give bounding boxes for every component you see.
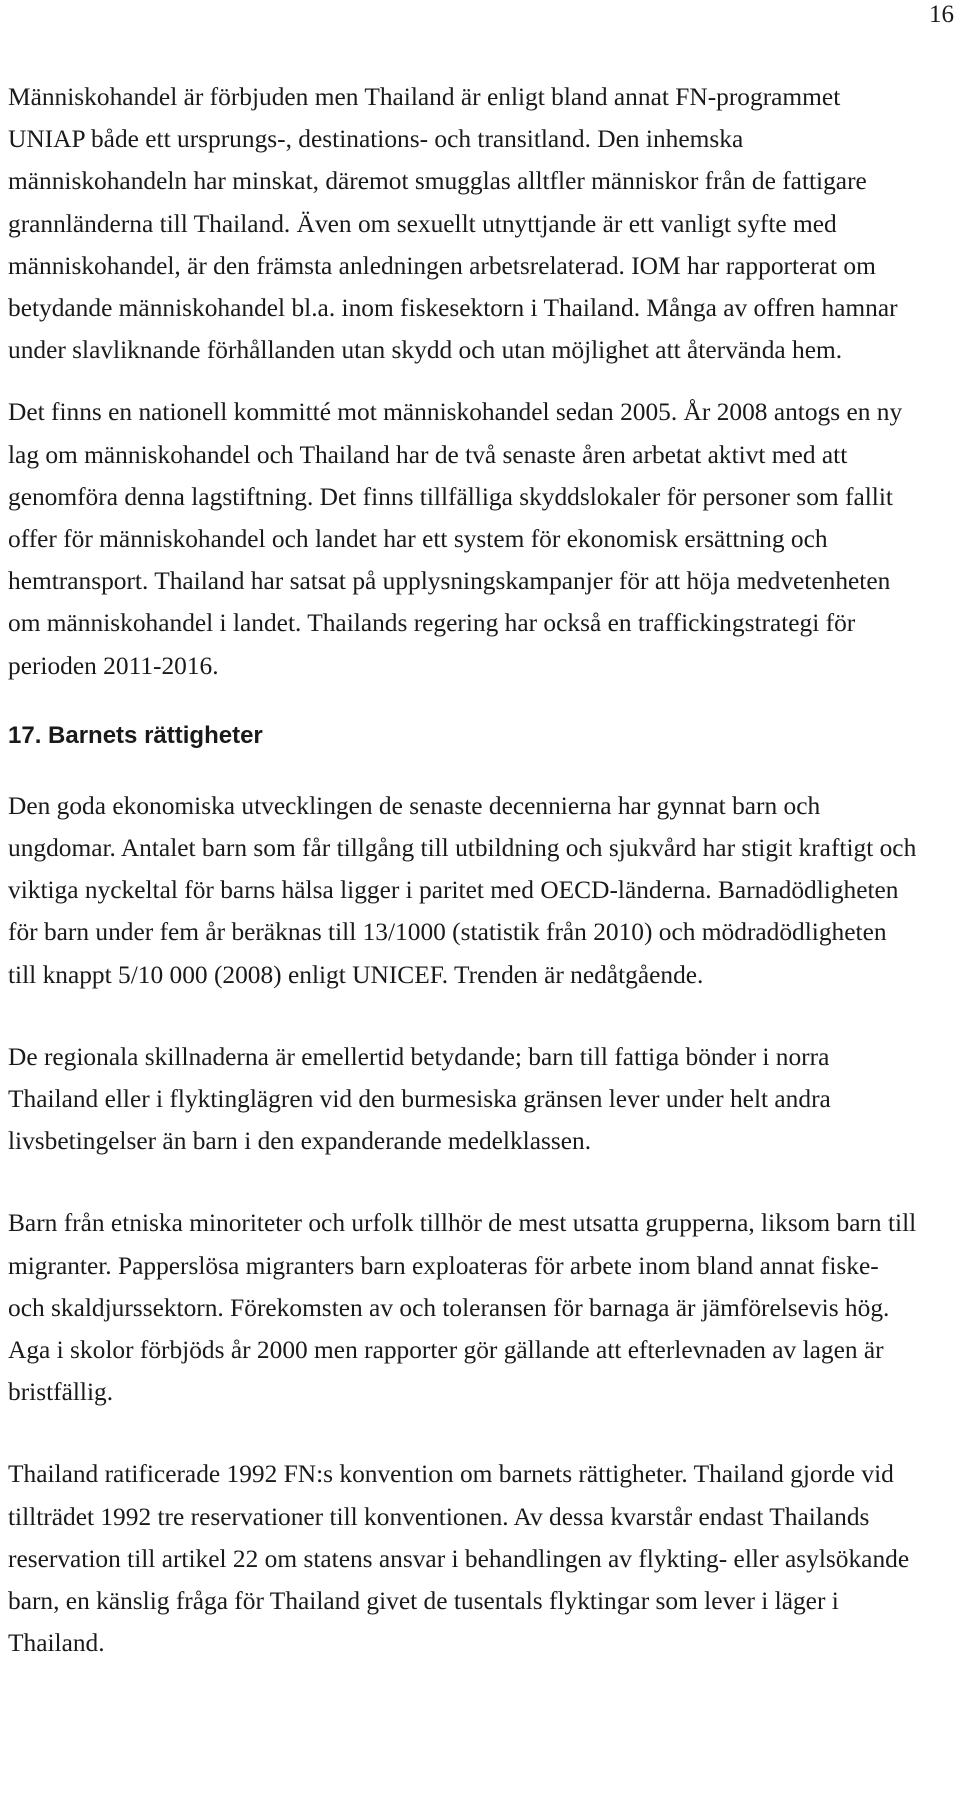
page-number: 16 (929, 1, 954, 28)
paragraph-convention-ratification: Thailand ratificerade 1992 FN:s konvention om barnets rättigheter. Thailand gjorde vid tillträdet 1992 tre reservationer till konventionen. Av dessa kvarstår endast Thailands reservation till artikel 22 om statens ansvar i behandlingen av flykting- eller asylsökande barn, en känslig fråga för Thailand givet de tusentals flyktingar som lever i läger i Thailand. (8, 1460, 910, 1658)
paragraph-economic-development: Den goda ekonomiska utvecklingen de senaste decennierna har gynnat barn och ungdomar. Antalet barn som får tillgång till utbildning och sjukvård har stigit kraftigt och viktiga nyckeltal för barns hälsa ligger i paritet med OECD-länderna. Barnadödligheten för barn under fem år beräknas till 13/1000 (statistik från 2010) och mödradödligheten till knappt 5/10 000 (2008) enligt UNICEF. Trenden är nedåtgående. (8, 791, 917, 989)
document-body (8, 76, 920, 1665)
paragraph-human-trafficking: Människohandel är förbjuden men Thailand är enligt bland annat FN-programmet UNIAP både ett ursprungs-, destinations- och transitland. Den inhemska människohandeln har minskat, däremot smugglas alltfler människor från de fattigare grannländerna till Thailand. Även om sexuellt utnyttjande är ett vanligt syfte med människohandel, är den främsta anledningen arbetsrelaterad. IOM har rapporterat om betydande människohandel bl.a. inom fiskesektorn i Thailand. Många av offren hamnar under slavliknande förhållanden utan skydd och utan möjlighet att återvända hem. (8, 83, 898, 365)
section-heading-child-rights: 17. Barnets rättigheter (8, 721, 263, 749)
paragraph-anti-trafficking-measures: Det finns en nationell kommitté mot människohandel sedan 2005. År 2008 antogs en ny lag om människohandel och Thailand har de två senaste åren arbetat aktivt med att genomföra denna lagstiftning. Det finns tillfälliga skyddslokaler för personer som fallit offer för människohandel och landet har ett system för ekonomisk ersättning och hemtransport. Thailand har satsat på upplysningskampanjer för att höja medvetenheten om människohandel i landet. Thailands regering har också en traffickingstrategi för perioden 2011-2016. (8, 398, 903, 680)
paragraph-regional-differences: De regionala skillnaderna är emellertid betydande; barn till fattiga bönder i norra Thailand eller i flyktinglägren vid den burmesiska gränsen lever under helt andra livsbetingelser än barn i den expanderande medelklassen. (8, 1042, 831, 1156)
paragraph-vulnerable-groups: Barn från etniska minoriteter och urfolk tillhör de mest utsatta grupperna, liksom barn till migranter. Papperslösa migranters barn exploateras för arbete inom bland annat fiske- och skaldjurssektorn. Förekomsten av och toleransen för barnaga är jämförelsevis hög. Aga i skolor förbjöds år 2000 men rapporter gör gällande att efterlevnaden av lagen är bristfällig. (8, 1209, 917, 1407)
